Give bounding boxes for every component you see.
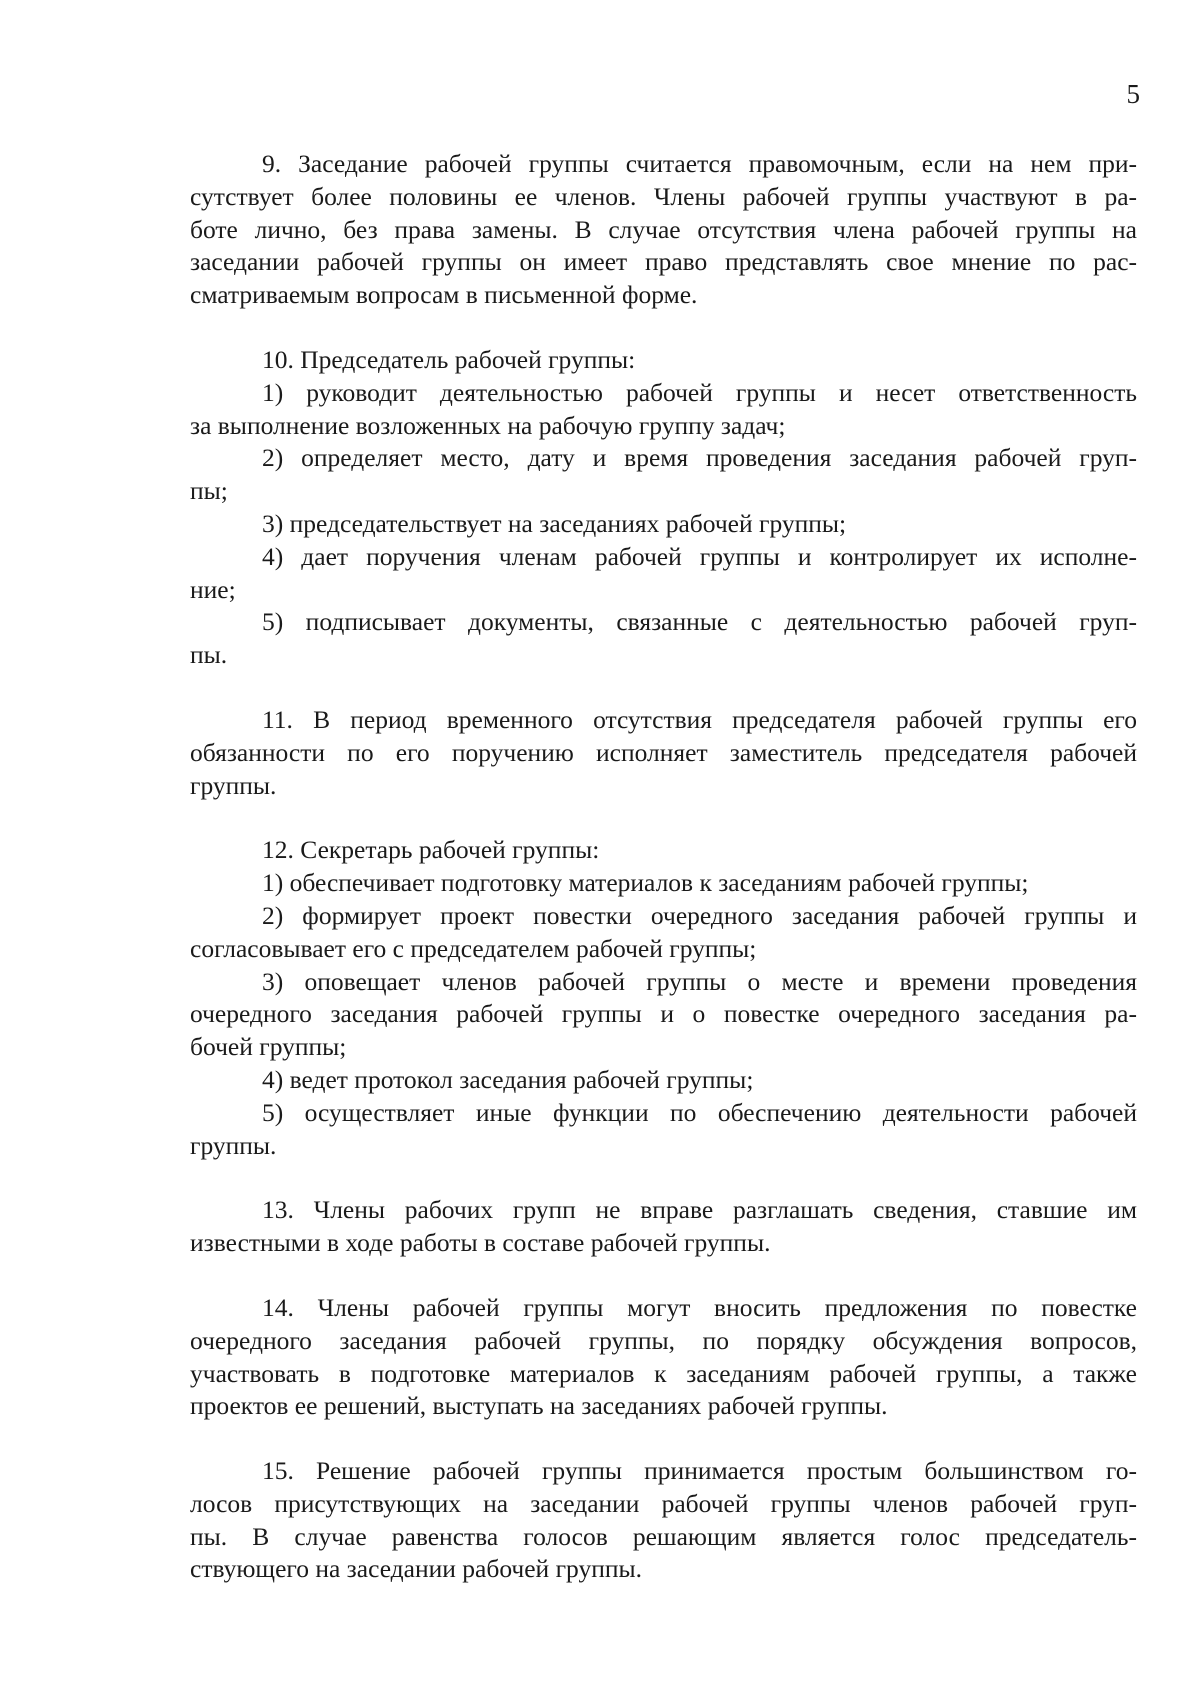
text-line: 5) осуществляет иные функции по обеспечению деятельности рабочей — [262, 1097, 1137, 1127]
text-line: 11. В период временного отсутствия председателя рабочей группы его — [262, 704, 1137, 734]
text-line: обязанности по его поручению исполняет заместитель председателя рабочей — [190, 737, 1137, 767]
paragraph-11 — [190, 704, 1137, 802]
text-line: 4) дает поручения членам рабочей группы и контролирует их исполне- — [262, 541, 1137, 571]
text-line: 13. Члены рабочих групп не вправе разглашать сведения, ставшие им — [262, 1195, 1137, 1225]
text-line: 12. Секретарь рабочей группы: — [262, 835, 600, 865]
text-line: пы; — [190, 476, 228, 506]
text-line: бочей группы; — [190, 1032, 347, 1062]
text-line: пы. В случае равенства голосов решающим является голос председатель- — [190, 1521, 1137, 1551]
text-line: 1) обеспечивает подготовку материалов к заседаниям рабочей группы; — [262, 868, 1029, 898]
text-line: лосов присутствующих на заседании рабочей группы членов рабочей груп- — [190, 1488, 1137, 1518]
text-line: проектов ее решений, выступать на заседаниях рабочей группы. — [190, 1391, 888, 1421]
text-line: 15. Решение рабочей группы принимается простым большинством го- — [262, 1456, 1137, 1486]
paragraph-12 — [190, 834, 1137, 1162]
text-line: очередного заседания рабочей группы и о повестке очередного заседания ра- — [190, 999, 1137, 1029]
paragraph-15 — [190, 1455, 1137, 1586]
text-line: 14. Члены рабочей группы могут вносить предложения по повестке — [262, 1292, 1137, 1322]
paragraph-14 — [190, 1292, 1137, 1423]
text-line: ствующего на заседании рабочей группы. — [190, 1554, 643, 1584]
text-line: ние; — [190, 574, 236, 604]
text-line: 3) председательствует на заседаниях рабочей группы; — [262, 508, 847, 538]
text-line: 10. Председатель рабочей группы: — [262, 344, 636, 374]
text-line: 4) ведет протокол заседания рабочей группы; — [262, 1064, 754, 1094]
text-line: очередного заседания рабочей группы, по порядку обсуждения вопросов, — [190, 1325, 1137, 1355]
paragraph-9 — [190, 148, 1137, 312]
text-line: участвовать в подготовке материалов к заседаниям рабочей группы, а также — [190, 1358, 1137, 1388]
paragraph-10 — [190, 344, 1137, 672]
text-line: заседании рабочей группы он имеет право представлять свое мнение по рас- — [190, 247, 1137, 277]
text-line: сматриваемым вопросам в письменной форме. — [190, 280, 698, 310]
text-line: боте лично, без права замены. В случае отсутствия члена рабочей группы на — [190, 214, 1137, 244]
text-line: за выполнение возложенных на рабочую группу задач; — [190, 410, 786, 440]
text-line: 9. Заседание рабочей группы считается правомочным, если на нем при- — [262, 149, 1137, 178]
text-line: сутствует более половины ее членов. Члены рабочей группы участвуют в ра- — [190, 181, 1137, 211]
text-line: пы. — [190, 640, 228, 670]
text-line: известными в ходе работы в составе рабочей группы. — [190, 1228, 771, 1258]
text-line: 1) руководит деятельностью рабочей группы и несет ответственность — [262, 377, 1137, 407]
text-line: группы. — [190, 770, 277, 800]
text-line: 3) оповещает членов рабочей группы о месте и времени проведения — [262, 966, 1137, 996]
text-line: группы. — [190, 1130, 277, 1160]
text-line: 2) определяет место, дату и время проведения заседания рабочей груп- — [262, 443, 1137, 473]
paragraph-13 — [190, 1194, 1137, 1260]
document-body — [190, 148, 1137, 1586]
page-number: 5 — [1126, 79, 1140, 109]
text-line: 5) подписывает документы, связанные с деятельностью рабочей груп- — [262, 607, 1137, 637]
text-line: 2) формирует проект повестки очередного заседания рабочей группы и — [262, 900, 1137, 930]
text-line: согласовывает его с председателем рабочей группы; — [190, 933, 757, 963]
